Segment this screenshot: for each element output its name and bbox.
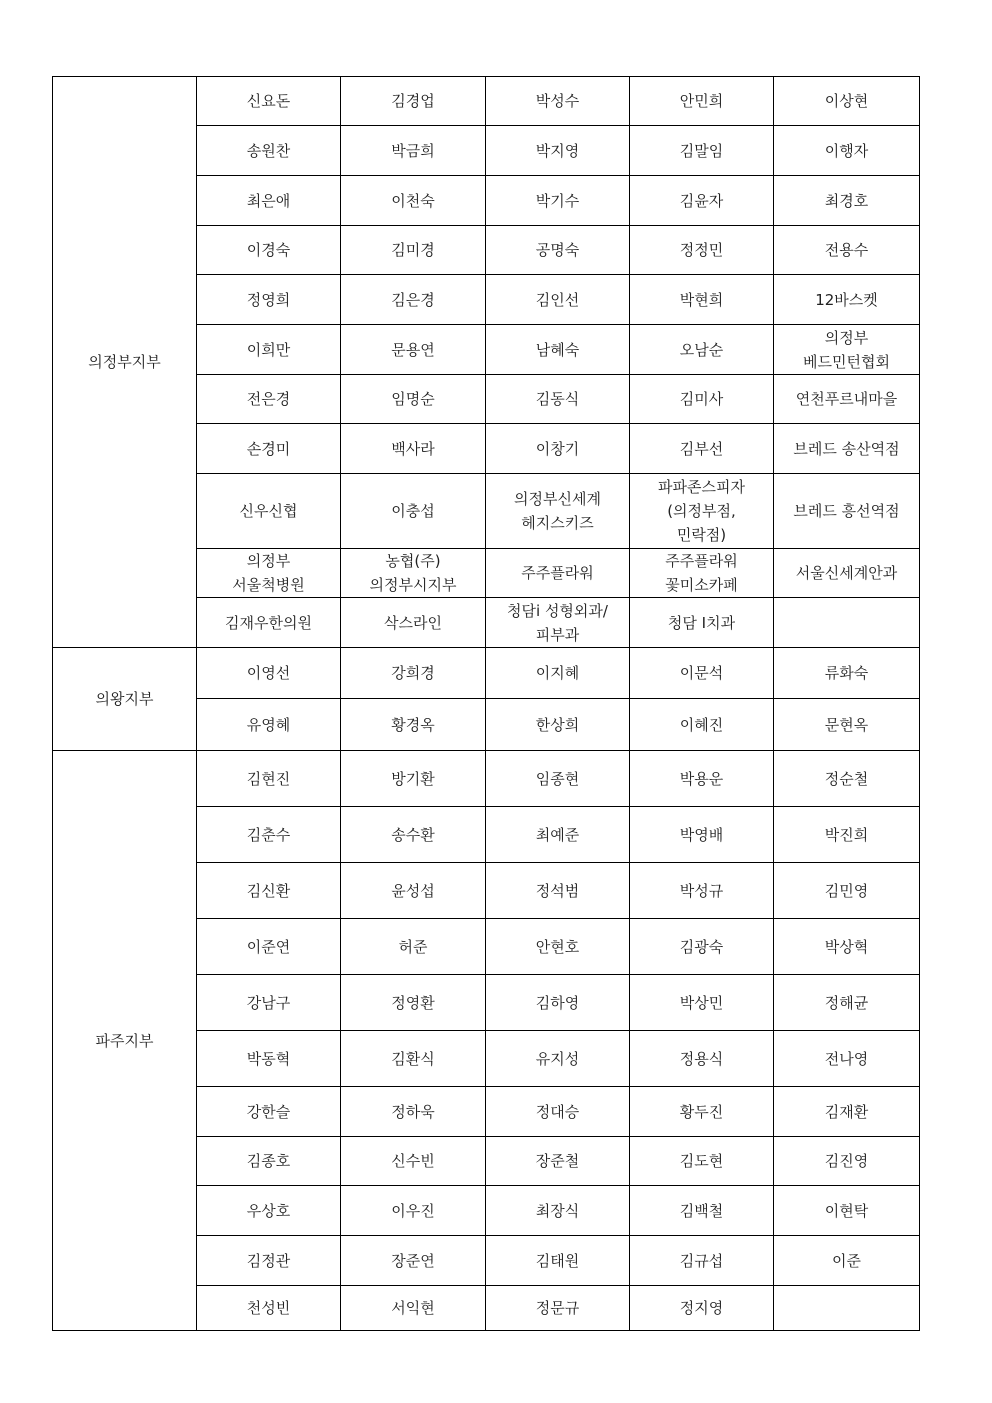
donor-name-cell: 김인선: [486, 275, 630, 325]
roster-body: [53, 77, 920, 1331]
donor-name-cell: 천성빈: [197, 1286, 341, 1331]
donor-name-cell: 강한슬: [197, 1087, 341, 1137]
donor-name-cell: 방기환: [341, 751, 486, 807]
donor-roster-table: [52, 76, 920, 1331]
donor-name-cell: 박금희: [341, 126, 486, 176]
donor-name-cell: 김부선: [630, 424, 774, 474]
donor-name-cell: 류화숙: [774, 648, 920, 699]
donor-name-cell: 문현옥: [774, 699, 920, 751]
donor-name-cell: 박상혁: [774, 919, 920, 975]
donor-name-cell: 연천푸르내마을: [774, 375, 920, 424]
table-row: [53, 77, 920, 126]
table-row: [53, 751, 920, 807]
donor-name-cell: 김규섭: [630, 1236, 774, 1286]
donor-name-cell: 12바스켓: [774, 275, 920, 325]
donor-name-cell: 박영배: [630, 807, 774, 863]
donor-name-cell: 정하욱: [341, 1087, 486, 1137]
donor-name-cell: 김정관: [197, 1236, 341, 1286]
donor-name-cell: 삭스라인: [341, 598, 486, 648]
donor-name-cell: 신우신협: [197, 474, 341, 549]
donor-name-cell: 이상현: [774, 77, 920, 126]
donor-name-cell: 안현호: [486, 919, 630, 975]
donor-name-cell: 박기수: [486, 176, 630, 226]
donor-name-cell: 송수환: [341, 807, 486, 863]
donor-name-cell: 이행자: [774, 126, 920, 176]
donor-name-cell: 김춘수: [197, 807, 341, 863]
donor-name-cell: 주주플라워 꽃미소카페: [630, 549, 774, 598]
donor-name-cell: 박상민: [630, 975, 774, 1031]
donor-name-cell: 정정민: [630, 226, 774, 275]
donor-name-cell: 정영환: [341, 975, 486, 1031]
donor-name-cell: 김재환: [774, 1087, 920, 1137]
donor-name-cell: 강남구: [197, 975, 341, 1031]
donor-name-cell: 정문규: [486, 1286, 630, 1331]
donor-name-cell: 전나영: [774, 1031, 920, 1087]
donor-name-cell: 김말임: [630, 126, 774, 176]
donor-name-cell: 의정부신세계 헤지스키즈: [486, 474, 630, 549]
donor-name-cell: 이준연: [197, 919, 341, 975]
donor-name-cell: 농협(주) 의정부시지부: [341, 549, 486, 598]
donor-name-cell: 장준연: [341, 1236, 486, 1286]
donor-name-cell: 최은애: [197, 176, 341, 226]
donor-name-cell: 서익현: [341, 1286, 486, 1331]
donor-name-cell: 허준: [341, 919, 486, 975]
donor-name-cell: 우상호: [197, 1186, 341, 1236]
donor-name-cell: 임명순: [341, 375, 486, 424]
donor-name-cell: 최예준: [486, 807, 630, 863]
donor-name-cell: 이천숙: [341, 176, 486, 226]
donor-name-cell: 임종현: [486, 751, 630, 807]
donor-name-cell: 박현희: [630, 275, 774, 325]
donor-name-cell: 김은경: [341, 275, 486, 325]
donor-name-cell: 김백철: [630, 1186, 774, 1236]
donor-name-cell: 김도현: [630, 1137, 774, 1186]
donor-name-cell: 손경미: [197, 424, 341, 474]
donor-name-cell: 김진영: [774, 1137, 920, 1186]
donor-name-cell: 신요돈: [197, 77, 341, 126]
donor-name-cell: 주주플라워: [486, 549, 630, 598]
donor-name-cell: [774, 1286, 920, 1331]
donor-name-cell: 청담 I치과: [630, 598, 774, 648]
donor-name-cell: 황경옥: [341, 699, 486, 751]
donor-name-cell: 김환식: [341, 1031, 486, 1087]
donor-name-cell: 박동혁: [197, 1031, 341, 1087]
donor-name-cell: 전용수: [774, 226, 920, 275]
donor-name-cell: 정순철: [774, 751, 920, 807]
donor-name-cell: 김미경: [341, 226, 486, 275]
donor-name-cell: 유지성: [486, 1031, 630, 1087]
branch-name-cell: 의정부지부: [53, 77, 197, 648]
donor-name-cell: 파파존스피자 (의정부점, 민락점): [630, 474, 774, 549]
donor-name-cell: 김윤자: [630, 176, 774, 226]
donor-name-cell: 이현탁: [774, 1186, 920, 1236]
donor-name-cell: 김경업: [341, 77, 486, 126]
donor-name-cell: 이준: [774, 1236, 920, 1286]
donor-name-cell: 장준철: [486, 1137, 630, 1186]
donor-name-cell: 김미사: [630, 375, 774, 424]
donor-name-cell: 최장식: [486, 1186, 630, 1236]
donor-name-cell: 유영혜: [197, 699, 341, 751]
donor-name-cell: 정용식: [630, 1031, 774, 1087]
donor-name-cell: 공명숙: [486, 226, 630, 275]
donor-name-cell: 오남순: [630, 325, 774, 375]
donor-name-cell: 김재우한의원: [197, 598, 341, 648]
donor-name-cell: 정해균: [774, 975, 920, 1031]
donor-name-cell: 의정부 서울척병원: [197, 549, 341, 598]
donor-name-cell: 김현진: [197, 751, 341, 807]
donor-name-cell: 박용운: [630, 751, 774, 807]
donor-name-cell: 신수빈: [341, 1137, 486, 1186]
donor-name-cell: 청담i 성형외과/ 피부과: [486, 598, 630, 648]
donor-name-cell: 김신환: [197, 863, 341, 919]
donor-name-cell: [774, 598, 920, 648]
donor-name-cell: 전은경: [197, 375, 341, 424]
branch-name-cell: 의왕지부: [53, 648, 197, 751]
donor-name-cell: 이우진: [341, 1186, 486, 1236]
donor-name-cell: 브레드 흥선역점: [774, 474, 920, 549]
donor-name-cell: 의정부 베드민턴협회: [774, 325, 920, 375]
donor-name-cell: 남혜숙: [486, 325, 630, 375]
donor-name-cell: 정지영: [630, 1286, 774, 1331]
donor-name-cell: 김동식: [486, 375, 630, 424]
branch-name-cell: 파주지부: [53, 751, 197, 1331]
donor-name-cell: 안민희: [630, 77, 774, 126]
donor-name-cell: 최경호: [774, 176, 920, 226]
donor-name-cell: 백사라: [341, 424, 486, 474]
donor-name-cell: 박진희: [774, 807, 920, 863]
donor-name-cell: 이지혜: [486, 648, 630, 699]
donor-name-cell: 정석범: [486, 863, 630, 919]
donor-name-cell: 문용연: [341, 325, 486, 375]
donor-name-cell: 박지영: [486, 126, 630, 176]
donor-name-cell: 정영희: [197, 275, 341, 325]
donor-name-cell: 브레드 송산역점: [774, 424, 920, 474]
donor-name-cell: 이영선: [197, 648, 341, 699]
donor-name-cell: 김태원: [486, 1236, 630, 1286]
donor-name-cell: 서울신세계안과: [774, 549, 920, 598]
donor-name-cell: 이희만: [197, 325, 341, 375]
donor-name-cell: 박성수: [486, 77, 630, 126]
donor-name-cell: 김하영: [486, 975, 630, 1031]
donor-name-cell: 김광숙: [630, 919, 774, 975]
donor-name-cell: 이문석: [630, 648, 774, 699]
donor-name-cell: 이창기: [486, 424, 630, 474]
donor-name-cell: 이충섭: [341, 474, 486, 549]
table-row: [53, 648, 920, 699]
donor-name-cell: 송원찬: [197, 126, 341, 176]
donor-name-cell: 박성규: [630, 863, 774, 919]
donor-name-cell: 김민영: [774, 863, 920, 919]
donor-name-cell: 윤성섭: [341, 863, 486, 919]
donor-name-cell: 한상희: [486, 699, 630, 751]
donor-name-cell: 황두진: [630, 1087, 774, 1137]
donor-name-cell: 정대승: [486, 1087, 630, 1137]
donor-name-cell: 김종호: [197, 1137, 341, 1186]
donor-name-cell: 이경숙: [197, 226, 341, 275]
donor-name-cell: 이혜진: [630, 699, 774, 751]
donor-name-cell: 강희경: [341, 648, 486, 699]
